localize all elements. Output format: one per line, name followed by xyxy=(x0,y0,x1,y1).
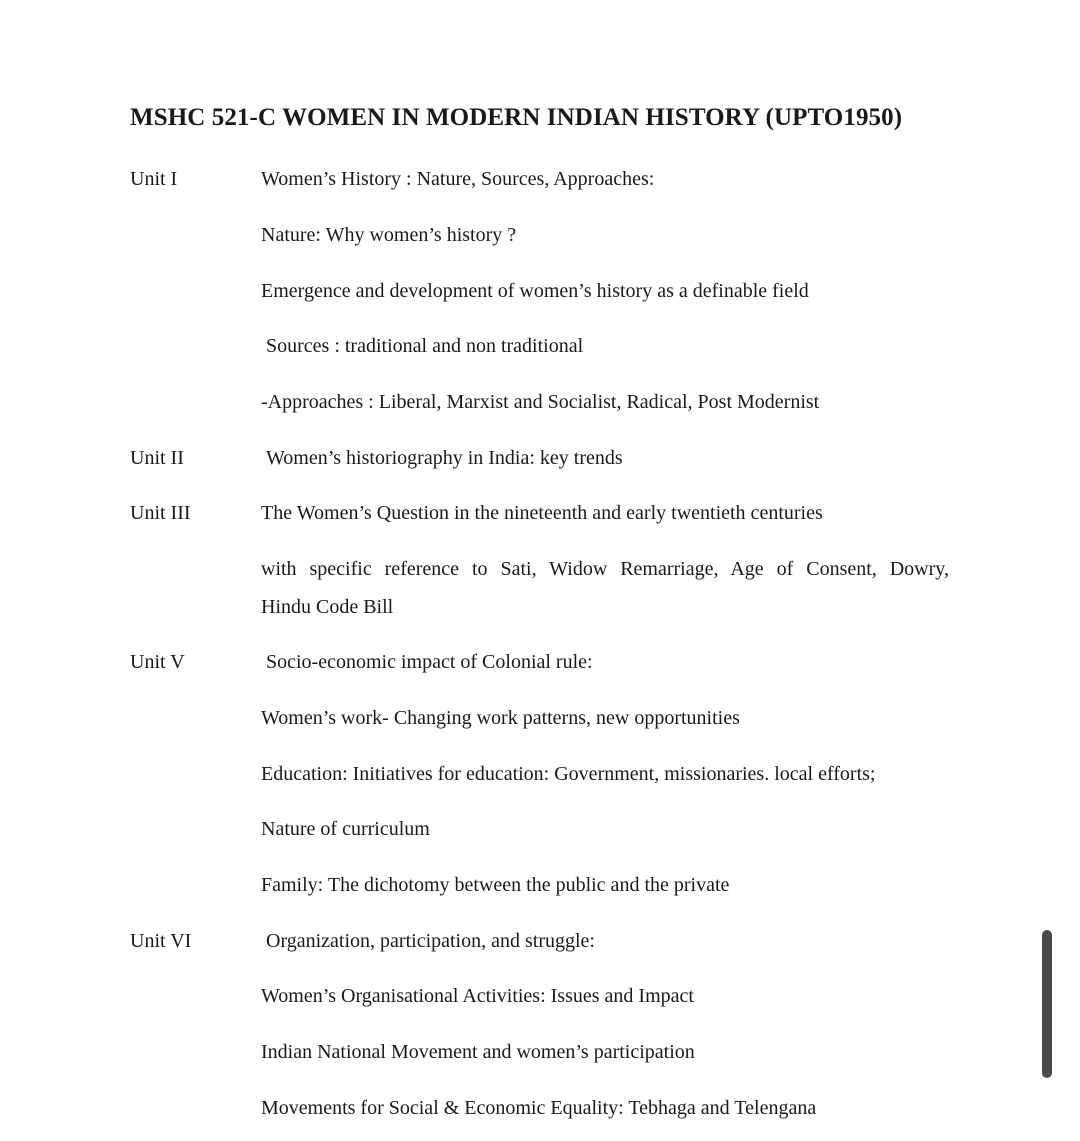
unit-3-line-3: Hindu Code Bill xyxy=(261,596,394,618)
unit-6-line-1: Organization, participation, and struggle: xyxy=(266,930,595,952)
vertical-scrollbar[interactable] xyxy=(1042,930,1052,1078)
unit-label-2: Unit II xyxy=(130,447,184,469)
unit-5-line-2: Women’s work- Changing work patterns, new opportunities xyxy=(261,707,740,729)
unit-3-line-1: The Women’s Question in the nineteenth and early twentieth centuries xyxy=(261,502,823,524)
unit-5-line-4: Nature of curriculum xyxy=(261,818,430,840)
unit-1-line-2: Nature: Why women’s history ? xyxy=(261,224,517,246)
unit-5-line-3: Education: Initiatives for education: Government, missionaries. local efforts; xyxy=(261,763,876,785)
unit-label-3: Unit III xyxy=(130,502,191,524)
unit-6-line-3: Indian National Movement and women’s participation xyxy=(261,1041,695,1063)
unit-1-line-5: -Approaches : Liberal, Marxist and Socialist, Radical, Post Modernist xyxy=(261,391,820,413)
unit-3-line-2: with specific reference to Sati, Widow Remarriage, Age of Consent, Dowry, xyxy=(261,558,949,580)
unit-label-1: Unit I xyxy=(130,168,178,190)
unit-1-line-1: Women’s History : Nature, Sources, Approaches: xyxy=(261,168,655,190)
unit-label-6: Unit VI xyxy=(130,930,192,952)
unit-2-line-1: Women’s historiography in India: key trends xyxy=(266,447,623,469)
unit-1-line-3: Emergence and development of women’s history as a definable field xyxy=(261,280,809,302)
unit-6-line-4: Movements for Social & Economic Equality: Tebhaga and Telengana xyxy=(261,1097,817,1119)
unit-6-line-2: Women’s Organisational Activities: Issues and Impact xyxy=(261,985,694,1007)
unit-label-5: Unit V xyxy=(130,651,185,673)
document-title: MSHC 521-C WOMEN IN MODERN INDIAN HISTORY (UPTO1950) xyxy=(130,104,903,131)
unit-1-line-4: Sources : traditional and non traditional xyxy=(266,335,584,357)
unit-5-line-1: Socio-economic impact of Colonial rule: xyxy=(266,651,593,673)
unit-5-line-5: Family: The dichotomy between the public and the private xyxy=(261,874,730,896)
